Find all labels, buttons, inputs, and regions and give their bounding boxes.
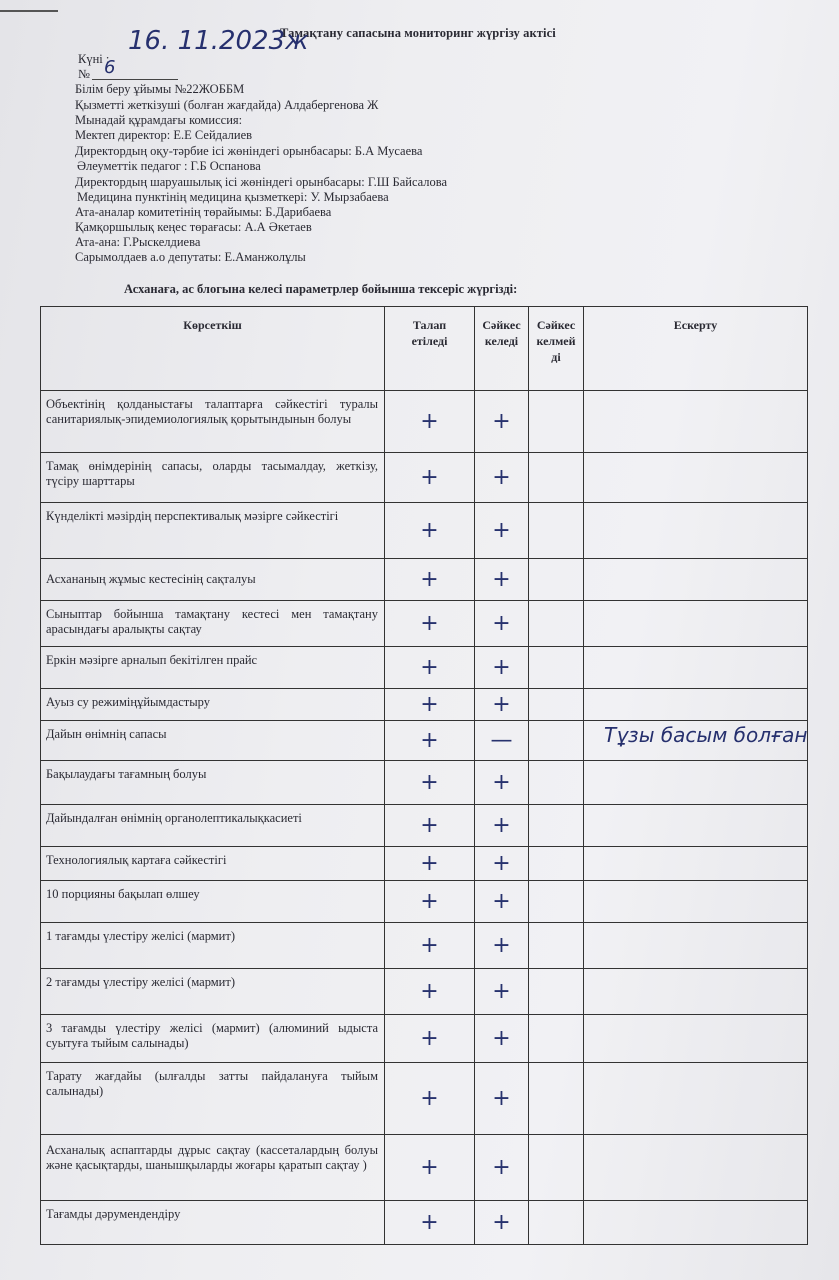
indicator-cell: 3 тағамды үлестіру желісі (мармит) (алюминий ыдыста суытуға тыйым салынады)	[41, 1015, 385, 1063]
note-cell	[584, 721, 808, 761]
table-header-row	[41, 307, 808, 391]
date-label: Күні :	[78, 52, 110, 66]
number-label: №	[78, 67, 90, 81]
table-row	[41, 689, 808, 721]
required-mark: +	[385, 1063, 475, 1135]
commission-member: Директордың шаруашылық ісі жөніндегі орынбасары: Г.Ш Байсалова	[75, 175, 448, 189]
table-row	[41, 391, 808, 453]
noncompliant-mark	[529, 1135, 584, 1201]
compliant-mark: +	[475, 689, 529, 721]
compliant-mark: +	[475, 391, 529, 453]
note-cell	[584, 923, 808, 969]
number-value: 6	[104, 57, 116, 78]
compliant-mark: +	[475, 923, 529, 969]
indicator-cell: Бақылаудағы тағамның болуы	[41, 761, 385, 805]
note-cell	[584, 559, 808, 601]
date-value: 16. 11.2023ж	[128, 26, 309, 56]
indicator-cell: Сыныптар бойынша тамақтану кестесі мен тамақтану арасындағы аралықты сақтау	[41, 601, 385, 647]
compliant-mark: +	[475, 761, 529, 805]
required-mark: +	[385, 689, 475, 721]
commission-member: Сарымолдаев а.о депутаты: Е.Аманжолұлы	[75, 250, 306, 264]
noncompliant-mark	[529, 601, 584, 647]
table-row	[41, 923, 808, 969]
note-cell	[584, 1201, 808, 1245]
indicator-cell: Дайындалған өнімнің органолептикалықкасиеті	[41, 805, 385, 847]
table-row	[41, 647, 808, 689]
top-rule	[0, 10, 58, 12]
note-cell	[584, 391, 808, 453]
note-cell	[584, 761, 808, 805]
compliant-mark: +	[475, 503, 529, 559]
compliant-mark: +	[475, 647, 529, 689]
required-mark: +	[385, 503, 475, 559]
indicator-cell: Технологиялық картаға сәйкестігі	[41, 847, 385, 881]
indicator-cell: 1 тағамды үлестіру желісі (мармит)	[41, 923, 385, 969]
note-cell	[584, 881, 808, 923]
header-note: Ескерту	[584, 307, 808, 391]
noncompliant-mark	[529, 761, 584, 805]
inspection-subtitle: Асханаға, ас блогына келесі параметрлер бойынша тексеріс жүргізді:	[124, 282, 518, 296]
compliant-mark: +	[475, 805, 529, 847]
noncompliant-mark	[529, 503, 584, 559]
compliant-mark: +	[475, 969, 529, 1015]
noncompliant-mark	[529, 923, 584, 969]
noncompliant-mark	[529, 881, 584, 923]
indicator-cell: 2 тағамды үлестіру желісі (мармит)	[41, 969, 385, 1015]
noncompliant-mark	[529, 805, 584, 847]
noncompliant-mark	[529, 647, 584, 689]
commission-member: Директордың оқу-тәрбие ісі жөніндегі орынбасары: Б.А Мусаева	[75, 144, 423, 158]
compliant-mark: +	[475, 1015, 529, 1063]
note-cell	[584, 969, 808, 1015]
compliant-mark: +	[475, 1201, 529, 1245]
required-mark: +	[385, 881, 475, 923]
table-row	[41, 1015, 808, 1063]
header-noncompliant: Сәйкес келмейді	[529, 307, 584, 391]
commission-member: Медицина пунктінің медицина қызметкері: У. Мырзабаева	[77, 190, 389, 204]
required-mark: +	[385, 969, 475, 1015]
note-cell	[584, 689, 808, 721]
required-mark: +	[385, 721, 475, 761]
table-row	[41, 1135, 808, 1201]
indicator-cell: Объектінің қолданыстағы талаптарға сәйкестігі туралы санитариялық-эпидемиологиялық қорытындынын болуы	[41, 391, 385, 453]
compliant-mark: +	[475, 847, 529, 881]
table-row	[41, 761, 808, 805]
required-mark: +	[385, 601, 475, 647]
commission-member: Мектеп директор: Е.Е Сейдалиев	[75, 128, 253, 142]
noncompliant-mark	[529, 391, 584, 453]
noncompliant-mark	[529, 559, 584, 601]
indicator-cell: Еркін мәзірге арналып бекітілген прайс	[41, 647, 385, 689]
noncompliant-mark	[529, 1063, 584, 1135]
note-cell	[584, 503, 808, 559]
noncompliant-mark	[529, 721, 584, 761]
noncompliant-mark	[529, 969, 584, 1015]
note-cell	[584, 1063, 808, 1135]
note-cell	[584, 453, 808, 503]
table-row	[41, 503, 808, 559]
compliant-mark: +	[475, 559, 529, 601]
document-title: Тамақтану сапасына мониторинг жүргізу актісі	[280, 26, 556, 40]
note-cell	[584, 601, 808, 647]
noncompliant-mark	[529, 453, 584, 503]
required-mark: +	[385, 1015, 475, 1063]
noncompliant-mark	[529, 1201, 584, 1245]
indicator-cell: Күнделікті мәзірдің перспективалық мәзірге сәйкестігі	[41, 503, 385, 559]
commission-member: Ата-аналар комитетінің төрайымы: Б.Дарибаева	[75, 205, 332, 219]
handwritten-note: Тұзы басым болған	[604, 723, 808, 747]
compliant-mark: +	[475, 1135, 529, 1201]
inspection-table	[40, 306, 808, 1245]
table-row	[41, 601, 808, 647]
table-row	[41, 559, 808, 601]
note-cell	[584, 805, 808, 847]
indicator-cell: 10 порцияны бақылап өлшеу	[41, 881, 385, 923]
table-row	[41, 721, 808, 761]
school-line: Білім беру ұйымы №22ЖОББМ	[75, 82, 245, 96]
noncompliant-mark	[529, 847, 584, 881]
indicator-cell: Тамақ өнімдерінің сапасы, оларды тасымалдау, жеткізу, түсіру шарттары	[41, 453, 385, 503]
commission-member: Ата-ана: Г.Рыскелдиева	[75, 235, 201, 249]
note-cell	[584, 647, 808, 689]
table-row	[41, 847, 808, 881]
compliant-mark: —	[475, 721, 529, 761]
table-row	[41, 969, 808, 1015]
indicator-cell: Дайын өнімнің сапасы	[41, 721, 385, 761]
indicator-cell: Асхананың жұмыс кестесінің сақталуы	[41, 559, 385, 601]
required-mark: +	[385, 1135, 475, 1201]
commission-label: Мынадай құрамдағы комиссия:	[75, 113, 243, 127]
indicator-cell: Ауыз су режиміңұйымдастыру	[41, 689, 385, 721]
noncompliant-mark	[529, 1015, 584, 1063]
required-mark: +	[385, 391, 475, 453]
table-row	[41, 805, 808, 847]
required-mark: +	[385, 761, 475, 805]
indicator-cell: Тағамды дәрумендендіру	[41, 1201, 385, 1245]
required-mark: +	[385, 1201, 475, 1245]
note-cell	[584, 847, 808, 881]
required-mark: +	[385, 453, 475, 503]
note-cell	[584, 1135, 808, 1201]
supplier-line: Қызметті жеткізуші (болған жағдайда) Алдабергенова Ж	[75, 98, 379, 112]
header-required: Талап етіледі	[385, 307, 475, 391]
required-mark: +	[385, 559, 475, 601]
commission-member: Әлеуметтік педагог : Г.Б Оспанова	[77, 159, 261, 173]
required-mark: +	[385, 923, 475, 969]
number-underline	[92, 79, 178, 80]
required-mark: +	[385, 847, 475, 881]
noncompliant-mark	[529, 689, 584, 721]
commission-member: Қамқоршылық кеңес төрағасы: А.А Әкетаев	[75, 220, 312, 234]
indicator-cell: Тарату жағдайы (ылғалды затты пайдалануға тыйым салынады)	[41, 1063, 385, 1135]
required-mark: +	[385, 647, 475, 689]
compliant-mark: +	[475, 881, 529, 923]
compliant-mark: +	[475, 1063, 529, 1135]
table-row	[41, 881, 808, 923]
table-row	[41, 1063, 808, 1135]
table-row	[41, 453, 808, 503]
compliant-mark: +	[475, 453, 529, 503]
header-compliant: Сәйкес келеді	[475, 307, 529, 391]
required-mark: +	[385, 805, 475, 847]
header-indicator: Көрсеткіш	[41, 307, 385, 391]
indicator-cell: Асханалық аспаптарды дұрыс сақтау (кассеталардың болуы және қасықтарды, шанышқыларды жоғары қаратып сақтау )	[41, 1135, 385, 1201]
table-row	[41, 1201, 808, 1245]
compliant-mark: +	[475, 601, 529, 647]
note-cell	[584, 1015, 808, 1063]
